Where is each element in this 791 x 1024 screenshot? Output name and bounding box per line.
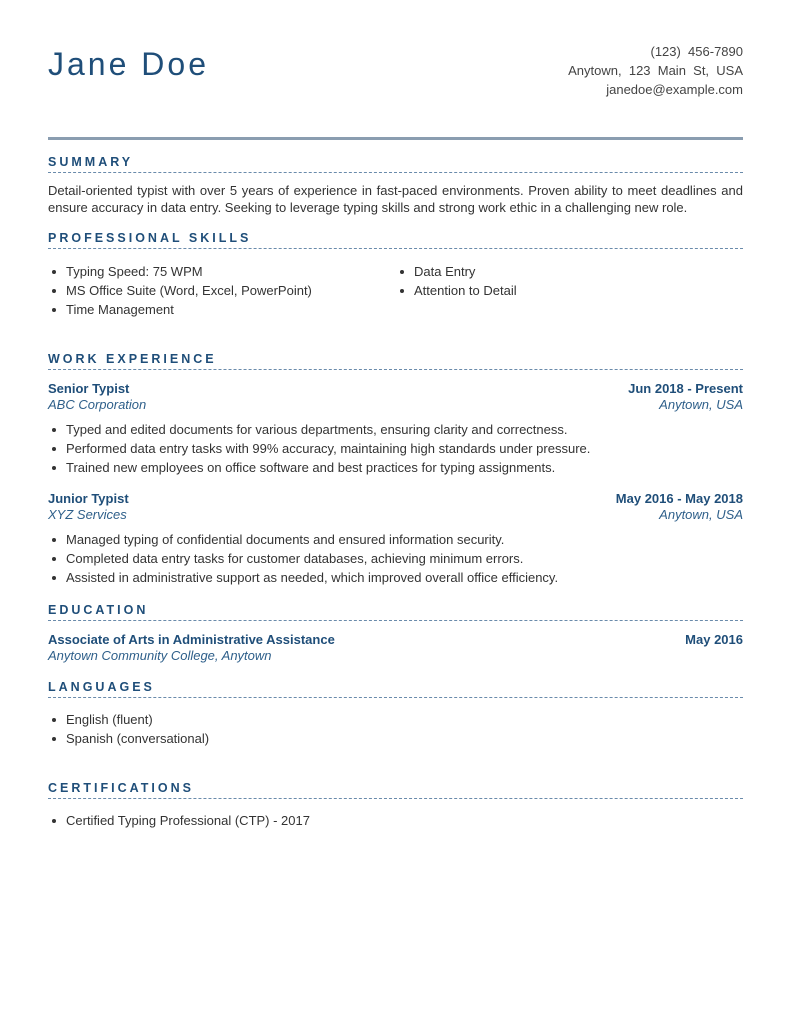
phone-number: (123) 456-7890 <box>650 44 743 59</box>
list-item: Attention to Detail <box>396 281 743 300</box>
list-item: Typing Speed: 75 WPM <box>48 262 396 281</box>
education-section <box>48 603 743 664</box>
job-title: Senior Typist <box>48 381 130 396</box>
resume-page <box>48 0 743 830</box>
list-item: Certified Typing Professional (CTP) - 2017 <box>48 811 743 830</box>
list-item: Typed and edited documents for various departments, ensuring clarity and correctness. <box>48 420 743 439</box>
job-entry <box>48 381 743 477</box>
company-name: XYZ Services <box>48 507 127 522</box>
job-location: Anytown, USA <box>659 507 743 522</box>
list-item: Performed data entry tasks with 99% accuracy, maintaining high standards under pressure. <box>48 439 743 458</box>
list-item: Data Entry <box>396 262 743 281</box>
summary-section <box>48 155 743 216</box>
summary-heading: SUMMARY <box>48 155 743 173</box>
degree-name: Associate of Arts in Administrative Assistance <box>48 632 335 647</box>
skills-list-right <box>396 262 743 319</box>
education-subheader <box>48 648 743 664</box>
skills-list-left <box>48 262 396 319</box>
experience-section <box>48 352 743 587</box>
certifications-section <box>48 781 743 830</box>
company-name: ABC Corporation <box>48 397 147 412</box>
resume-header <box>48 0 743 140</box>
list-item: Assisted in administrative support as needed, which improved overall office efficiency. <box>48 568 743 587</box>
job-bullets <box>48 530 743 587</box>
job-dates: May 2016 - May 2018 <box>615 491 743 506</box>
list-item: English (fluent) <box>48 710 743 729</box>
languages-section <box>48 680 743 748</box>
job-dates: Jun 2018 - Present <box>628 381 743 396</box>
candidate-name: Jane Doe <box>48 46 209 82</box>
graduation-date: May 2016 <box>685 632 743 647</box>
job-bullets <box>48 420 743 477</box>
languages-list <box>48 710 743 748</box>
education-heading: EDUCATION <box>48 603 743 621</box>
certifications-heading: CERTIFICATIONS <box>48 781 743 799</box>
job-title: Junior Typist <box>48 491 129 506</box>
list-item: MS Office Suite (Word, Excel, PowerPoint) <box>48 281 396 300</box>
skills-heading: PROFESSIONAL SKILLS <box>48 231 743 249</box>
skills-grid <box>48 262 743 319</box>
certifications-list <box>48 811 743 830</box>
job-header <box>48 491 743 507</box>
education-header <box>48 632 743 648</box>
job-subheader <box>48 507 743 523</box>
summary-text: Detail-oriented typist with over 5 years of experience in fast-paced environments. Proven ability to meet deadlines and ensure accuracy in data entry. Seeking to leverage typing skills and strong work ethic in a challenging new role. <box>48 183 743 215</box>
list-item: Time Management <box>48 300 396 319</box>
address: Anytown, 123 Main St, USA <box>568 63 743 78</box>
job-header <box>48 381 743 397</box>
school-name: Anytown Community College, Anytown <box>48 648 272 663</box>
job-subheader <box>48 397 743 413</box>
job-entry <box>48 491 743 587</box>
list-item: Spanish (conversational) <box>48 729 743 748</box>
list-item: Trained new employees on office software and best practices for typing assignments. <box>48 458 743 477</box>
job-location: Anytown, USA <box>659 397 743 412</box>
languages-heading: LANGUAGES <box>48 680 743 698</box>
list-item: Completed data entry tasks for customer databases, achieving minimum errors. <box>48 549 743 568</box>
skills-section <box>48 231 743 319</box>
list-item: Managed typing of confidential documents and ensured information security. <box>48 530 743 549</box>
education-entry <box>48 632 743 664</box>
contact-info <box>568 42 743 99</box>
experience-heading: WORK EXPERIENCE <box>48 352 743 370</box>
email-address: janedoe@example.com <box>606 82 743 97</box>
